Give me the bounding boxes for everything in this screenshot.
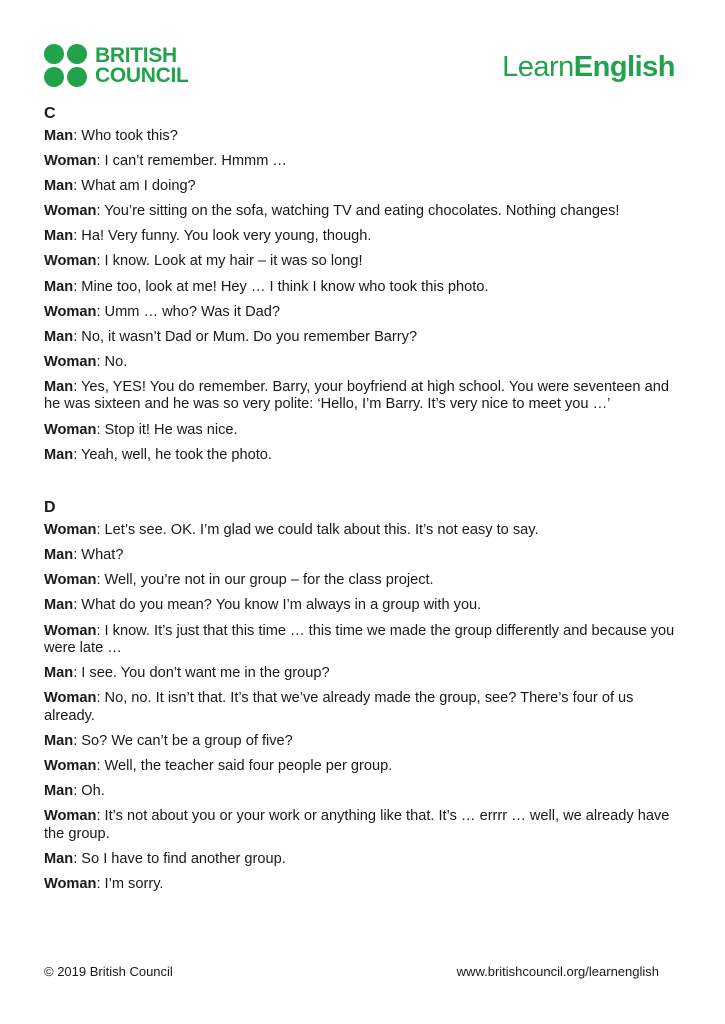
speaker-name: Man (44, 665, 74, 682)
speaker-name: Woman (44, 253, 97, 270)
speaker-name: Woman (44, 153, 97, 170)
dialogue-line (44, 304, 676, 322)
dialogue-line (44, 623, 676, 658)
dialogue-text: : I see. You don’t want me in the group? (73, 665, 330, 682)
dialogue-text: : I know. It’s just that this time … this time we made the group differently and because you were late … (44, 622, 675, 656)
dialogue-text: : What do you mean? You know I’m always in a group with you. (73, 597, 482, 614)
speaker-name: Man (44, 547, 74, 564)
dialogue-text: : Well, you’re not in our group – for the class project. (96, 572, 434, 589)
british-council-line2: COUNCIL (95, 63, 189, 87)
speaker-name: Man (44, 328, 74, 345)
section-letter: C (44, 105, 56, 122)
dialogue-text: : Oh. (73, 782, 105, 799)
dialogue-text: : I can’t remember. Hmmm … (96, 153, 287, 170)
speaker-name: Woman (44, 203, 97, 220)
dialogue-line (44, 203, 676, 221)
dialogue-text: : Stop it! He was nice. (96, 421, 238, 438)
speaker-name: Woman (44, 757, 97, 774)
dialogue-line (44, 354, 676, 372)
dialogue-text: : So? We can’t be a group of five? (73, 732, 293, 749)
dialogue-line (44, 422, 676, 440)
dialogue-line (44, 547, 676, 565)
dialogue-line (44, 228, 676, 246)
copyright-text: © 2019 British Council (44, 964, 173, 979)
dialogue-text: : You’re sitting on the sofa, watching TV and eating chocolates. Nothing changes! (96, 203, 620, 220)
page-footer (44, 964, 659, 979)
speaker-name: Man (44, 228, 74, 245)
learnenglish-logo (502, 50, 675, 84)
speaker-name: Man (44, 597, 74, 614)
dialogue-line (44, 128, 676, 146)
british-council-logo (44, 44, 189, 87)
dialogue-text: : I know. Look at my hair – it was so long! (96, 253, 363, 270)
learnenglish-logo-light: Learn (502, 51, 574, 83)
transcript-section-d (44, 498, 676, 893)
british-council-line1: BRITISH (95, 43, 177, 67)
dialogue-line (44, 153, 676, 171)
dialogue-line (44, 808, 676, 843)
speaker-name: Woman (44, 522, 97, 539)
dialogue-line (44, 178, 676, 196)
speaker-name: Woman (44, 421, 97, 438)
transcript-section-c (44, 104, 676, 464)
dialogue-line (44, 733, 676, 751)
dialogue-line (44, 253, 676, 271)
speaker-name: Woman (44, 808, 97, 825)
dialogue-text: : It’s not about you or your work or anything like that. It’s … errrr … well, we already have the group. (44, 808, 670, 842)
dialogue-text: : Yes, YES! You do remember. Barry, your boyfriend at high school. You were seventeen and he was sixteen and he was so very polite: ‘Hello, I’m Barry. It’s very nice to meet you …’ (44, 378, 669, 413)
speaker-name: Woman (44, 572, 97, 589)
learnenglish-logo-bold: English (573, 51, 675, 83)
dialogue-text: : No. (96, 353, 128, 370)
transcript (44, 104, 676, 927)
dialogue-line (44, 758, 676, 776)
speaker-name: Man (44, 178, 74, 195)
section-letter: D (44, 499, 56, 517)
footer-url: www.britishcouncil.org/learnenglish (456, 964, 659, 979)
british-council-dots-icon (44, 44, 87, 87)
speaker-name: Woman (44, 622, 97, 639)
dialogue-text: : Yeah, well, he took the photo. (73, 446, 272, 463)
dialogue-text: : Let’s see. OK. I’m glad we could talk about this. It’s not easy to say. (96, 522, 539, 539)
dialogue-line (44, 690, 676, 725)
speaker-name: Woman (44, 875, 97, 892)
speaker-name: Man (44, 278, 74, 295)
speaker-name: Man (44, 732, 74, 749)
page-header (0, 0, 725, 100)
dialogue-text: : Well, the teacher said four people per group. (96, 757, 393, 774)
dialogue-line (44, 572, 676, 590)
dialogue-line (44, 783, 676, 801)
dialogue-text: : Umm … who? Was it Dad? (96, 303, 280, 320)
dialogue-line (44, 279, 676, 297)
dialogue-line (44, 447, 676, 465)
speaker-name: Woman (44, 353, 97, 370)
dialogue-text: : Mine too, look at me! Hey … I think I know who took this photo. (73, 278, 489, 295)
dialogue-text: : I’m sorry. (96, 875, 164, 892)
dialogue-line (44, 329, 676, 347)
speaker-name: Woman (44, 303, 97, 320)
dialogue-line (44, 379, 676, 414)
speaker-name: Woman (44, 690, 97, 707)
dialogue-text: : So I have to find another group. (73, 850, 286, 867)
dialogue-line (44, 597, 676, 615)
speaker-name: Man (44, 446, 74, 463)
dialogue-text: : No, it wasn’t Dad or Mum. Do you remember Barry? (73, 328, 418, 345)
dialogue-line (44, 522, 676, 540)
dialogue-text: : Who took this? (73, 128, 178, 144)
dialogue-line (44, 665, 676, 683)
dialogue-line (44, 851, 676, 869)
british-council-wordmark (95, 43, 189, 87)
dialogue-line (44, 876, 676, 894)
speaker-name: Man (44, 782, 74, 799)
dialogue-text: : Ha! Very funny. You look very young, though. (73, 228, 372, 245)
dialogue-text: : What am I doing? (73, 178, 196, 195)
speaker-name: Man (44, 128, 74, 144)
speaker-name: Man (44, 850, 74, 867)
dialogue-text: : No, no. It isn’t that. It’s that we’ve already made the group, see? There’s four of us already. (44, 690, 634, 724)
dialogue-text: : What? (73, 547, 124, 564)
speaker-name: Man (44, 378, 74, 395)
